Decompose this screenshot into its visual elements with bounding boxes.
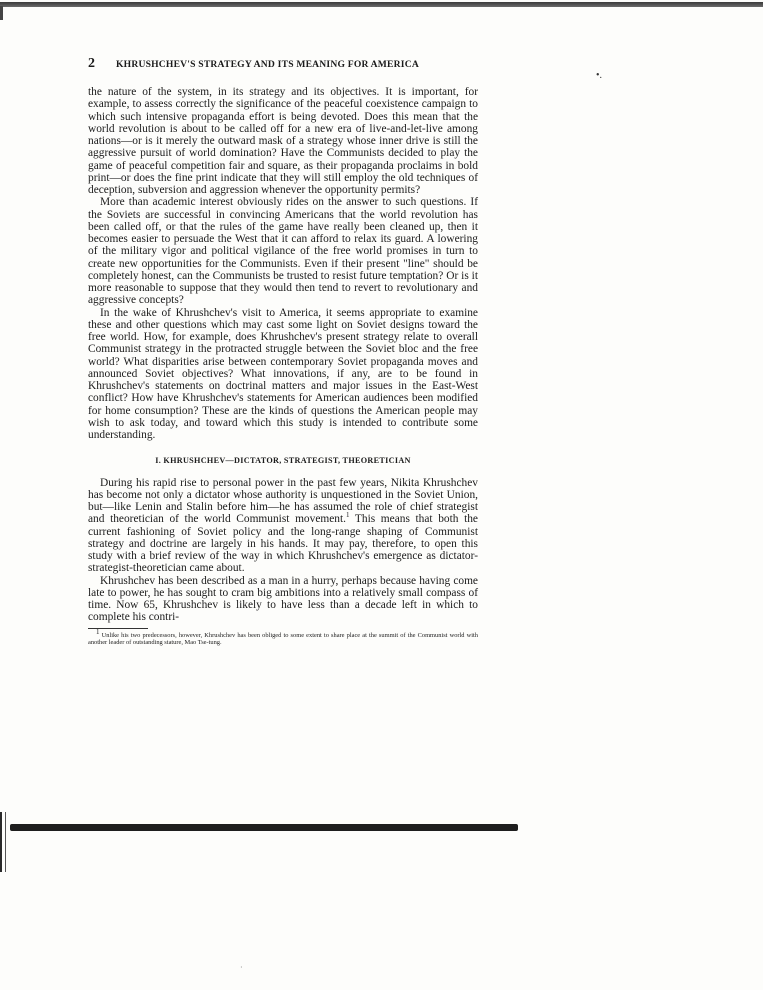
scan-speck: •. — [596, 70, 603, 81]
page-number: 2 — [88, 56, 96, 71]
paragraph-rise-to-power-text: During his rapid rise to personal power in the past few years, Nikita Khrushchev has become not only a dictator whose authority is unquestioned in the Soviet Union, but—like Lenin and Stalin before him—he has assumed the role of chief strategist and theoretician of the world Communist movement. — [88, 476, 478, 526]
scan-corner-mark — [0, 6, 3, 20]
section-heading: I. KHRUSHCHEV—DICTATOR, STRATEGIST, THEORETICIAN — [155, 456, 411, 466]
paragraph-rise-to-power — [88, 477, 478, 575]
page-header — [88, 56, 478, 74]
scan-bottom-bar — [10, 824, 518, 831]
paragraph-man-in-hurry: Khrushchev has been described as a man in a hurry, perhaps because having come late to power, he has sought to cram big ambitions into a relatively small compass of time. Now 65, Khrushchev is likely to have less than a decade left in which to complete his contri- — [88, 574, 478, 624]
scan-top-edge — [0, 2, 763, 7]
footnote-marker: 1 — [96, 627, 100, 636]
paragraph-visit-to-america: In the wake of Khrushchev's visit to America, it seems appropriate to examine these and other questions which may cast some light on Soviet designs toward the free world. How, for example, does Khrushchev's present strategy relate to overall Communist strategy in the protracted struggle between the Soviet bloc and the free world? What disparities arise between contemporary Soviet propaganda moves and announced Soviet objectives? What innovations, if any, are to be found in Khrushchev's statements on doctrinal matters and major issues in the East-West conflict? How have Khrushchev's statements for American audiences been modified for home consumption? These are the kinds of questions the American people may wish to ask today, and toward which this study is intended to contribute some understanding. — [88, 306, 478, 441]
footnote-reference: 1 — [346, 511, 350, 520]
running-head: KHRUSHCHEV'S STRATEGY AND ITS MEANING FOR AMERICA — [116, 59, 419, 70]
paragraph-rise-to-power-text-cont: This means that both the current fashioning of Soviet policy and the long-range shaping of Communist strategy and doctrine are largely in his hands. It may pay, therefore, to open this study with a brief review of the way in which Khrushchev's emergence as dictator-strategist-theoretician came about. — [88, 513, 478, 575]
scan-speck-bottom: · — [240, 963, 243, 972]
document-page — [88, 56, 478, 646]
footnote-text: Unlike his two predecessors, however, Khrushchev has been obliged to some extent to share place at the summit of the Communist world with another leader of outstanding stature, Mao Tse-tung. — [88, 631, 478, 647]
body-text — [88, 86, 478, 646]
footnote — [88, 627, 478, 647]
paragraph-continuation: the nature of the system, in its strategy and its objectives. It is important, for example, to assess correctly the significance of the peaceful coexistence campaign to which such intensive propaganda effort is being devoted. Does this mean that the world revolution is about to be called off for a new era of live-and-let-live among nations—or is it merely the outward mask of a strategy whose inner drive is still the aggressive pursuit of world domination? Have the Communists decided to play the game of peaceful competition fair and square, as their propaganda proclaims in bold print—or does the fine print indicate that they will still employ the old techniques of deception, subversion and aggression whenever the opportunity permits? — [88, 86, 478, 196]
scan-binding-mark — [0, 812, 12, 872]
paragraph-academic-interest: More than academic interest obviously rides on the answer to such questions. If the Soviets are successful in convincing Americans that the world revolution has been called off, or that the rules of the game have really been cleaned up, then it becomes easier to persuade the West that it can afford to relax its guard. A lowering of the military vigor and political vigilance of the free world promises in turn to create new opportunities for the Communists. Even if their present "line" should be completely honest, can the Communists be trusted to resist future temptation? Or is it more reasonable to suppose that they would then tend to revert to revolutionary and aggressive concepts? — [88, 196, 478, 307]
